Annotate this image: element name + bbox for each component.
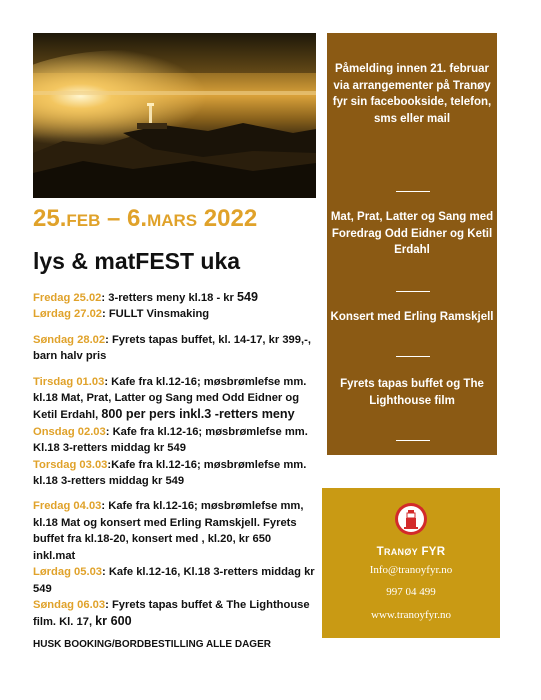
contact-box <box>322 488 500 638</box>
schedule-entry-wed-0203 <box>33 424 315 457</box>
schedule-entry-sun-2802 <box>33 332 315 365</box>
entry-text: : Kafe fra kl.12-16; møsbrømlefse mm. Kl.18 3-retters middag kr 549 <box>33 425 308 455</box>
date-end-month: MARS <box>147 211 198 230</box>
entry-price: 549 <box>236 290 258 304</box>
day-label: Onsdag 02.03 <box>33 425 106 438</box>
day-label: Lørdag 27.02 <box>33 308 103 321</box>
date-year: 2022 <box>197 205 258 232</box>
date-start-day: 25. <box>33 205 67 232</box>
sidebar-event-3: Fyrets tapas buffet og The Lighthouse film <box>340 378 484 407</box>
day-label: Torsdag 03.03 <box>33 458 108 471</box>
sidebar-event-1: Mat, Prat, Latter og Sang med Foredrag Odd Eidner og Ketil Erdahl <box>330 211 494 257</box>
entry-text: : Fyrets tapas buffet & The Lighthouse film. Kl. 17, <box>33 598 310 629</box>
booking-note: HUSK BOOKING/BORDBESTILLING ALLE DAGER <box>33 638 271 650</box>
entry-text: : Kafe fra kl.12-16; møsbrømlefse mm, kl.18 Mat og konsert med Erling Ramskjell. Fyrets buffet fra kl.18-20, konsert med , kl.20, kr 650 inkl.mat <box>33 500 304 562</box>
schedule-entry-fri-0403 <box>33 498 315 564</box>
schedule-entry-thu-0303 <box>33 457 315 490</box>
brand-initial: T <box>376 546 384 558</box>
divider <box>396 291 430 292</box>
brand-suffix: FYR <box>417 546 446 558</box>
brand-name <box>322 546 500 558</box>
date-end-day: – 6. <box>100 205 148 232</box>
contact-phone[interactable]: 997 04 499 <box>386 586 436 598</box>
entry-text: : Kafe kl.12-16, Kl.18 3-retters middag kr 549 <box>33 566 315 595</box>
lighthouse-sunset-photo <box>33 33 316 198</box>
schedule <box>33 289 315 653</box>
schedule-entry-sun-0603 <box>33 597 315 631</box>
registration-info: Påmelding innen 21. februar via arrangementer på Tranøy fyr sin facebookside, telefon, sms eller mail <box>332 63 492 125</box>
entry-text: : FULLT Vinsmaking <box>102 308 210 321</box>
day-label: Søndag 28.02 <box>33 333 106 346</box>
contact-website[interactable]: www.tranoyfyr.no <box>371 609 451 621</box>
brand-rest: RANØY <box>383 547 418 557</box>
divider <box>396 191 430 192</box>
entry-text: : Fyrets tapas buffet, kl. 14-17, kr 399,-, barn halv pris <box>33 333 311 363</box>
schedule-entry-fri-2502 <box>33 289 315 306</box>
day-label: Lørdag 05.03 <box>33 566 103 579</box>
day-label: Søndag 06.03 <box>33 598 106 611</box>
entry-text: : 3-retters meny kl.18 - kr <box>101 292 237 304</box>
event-title: lys & matFEST uka <box>33 248 241 274</box>
entry-price: 800 per pers inkl.3 -retters meny <box>101 407 295 422</box>
entry-text: : Kafe fra kl.12-16; møsbrømlefse mm. kl.18 Mat, Prat, Latter og Sang med Odd Eidner og Ketil Erdahl, <box>33 375 307 422</box>
date-start-month: FEB <box>66 211 101 230</box>
schedule-entry-tue-0103 <box>33 374 315 424</box>
entry-price: kr 600 <box>95 614 132 629</box>
contact-email[interactable]: Info@tranoyfyr.no <box>369 564 453 576</box>
day-label: Fredag 25.02 <box>33 292 102 304</box>
sidebar-event-2: Konsert med Erling Ramskjell <box>330 311 494 323</box>
lighthouse-logo-icon <box>394 502 428 536</box>
info-sidebar <box>327 33 497 455</box>
event-date-range <box>33 205 257 233</box>
day-label: Fredag 04.03 <box>33 500 102 513</box>
schedule-entry-sat-0503 <box>33 564 315 597</box>
divider <box>396 440 430 441</box>
entry-text: :Kafe fra kl.12-16; møsbrømlefse mm. kl.18 3-retters middag kr 549 <box>33 458 307 488</box>
schedule-entry-sat-2702 <box>33 306 315 322</box>
divider <box>396 356 430 357</box>
day-label: Tirsdag 01.03 <box>33 375 105 388</box>
